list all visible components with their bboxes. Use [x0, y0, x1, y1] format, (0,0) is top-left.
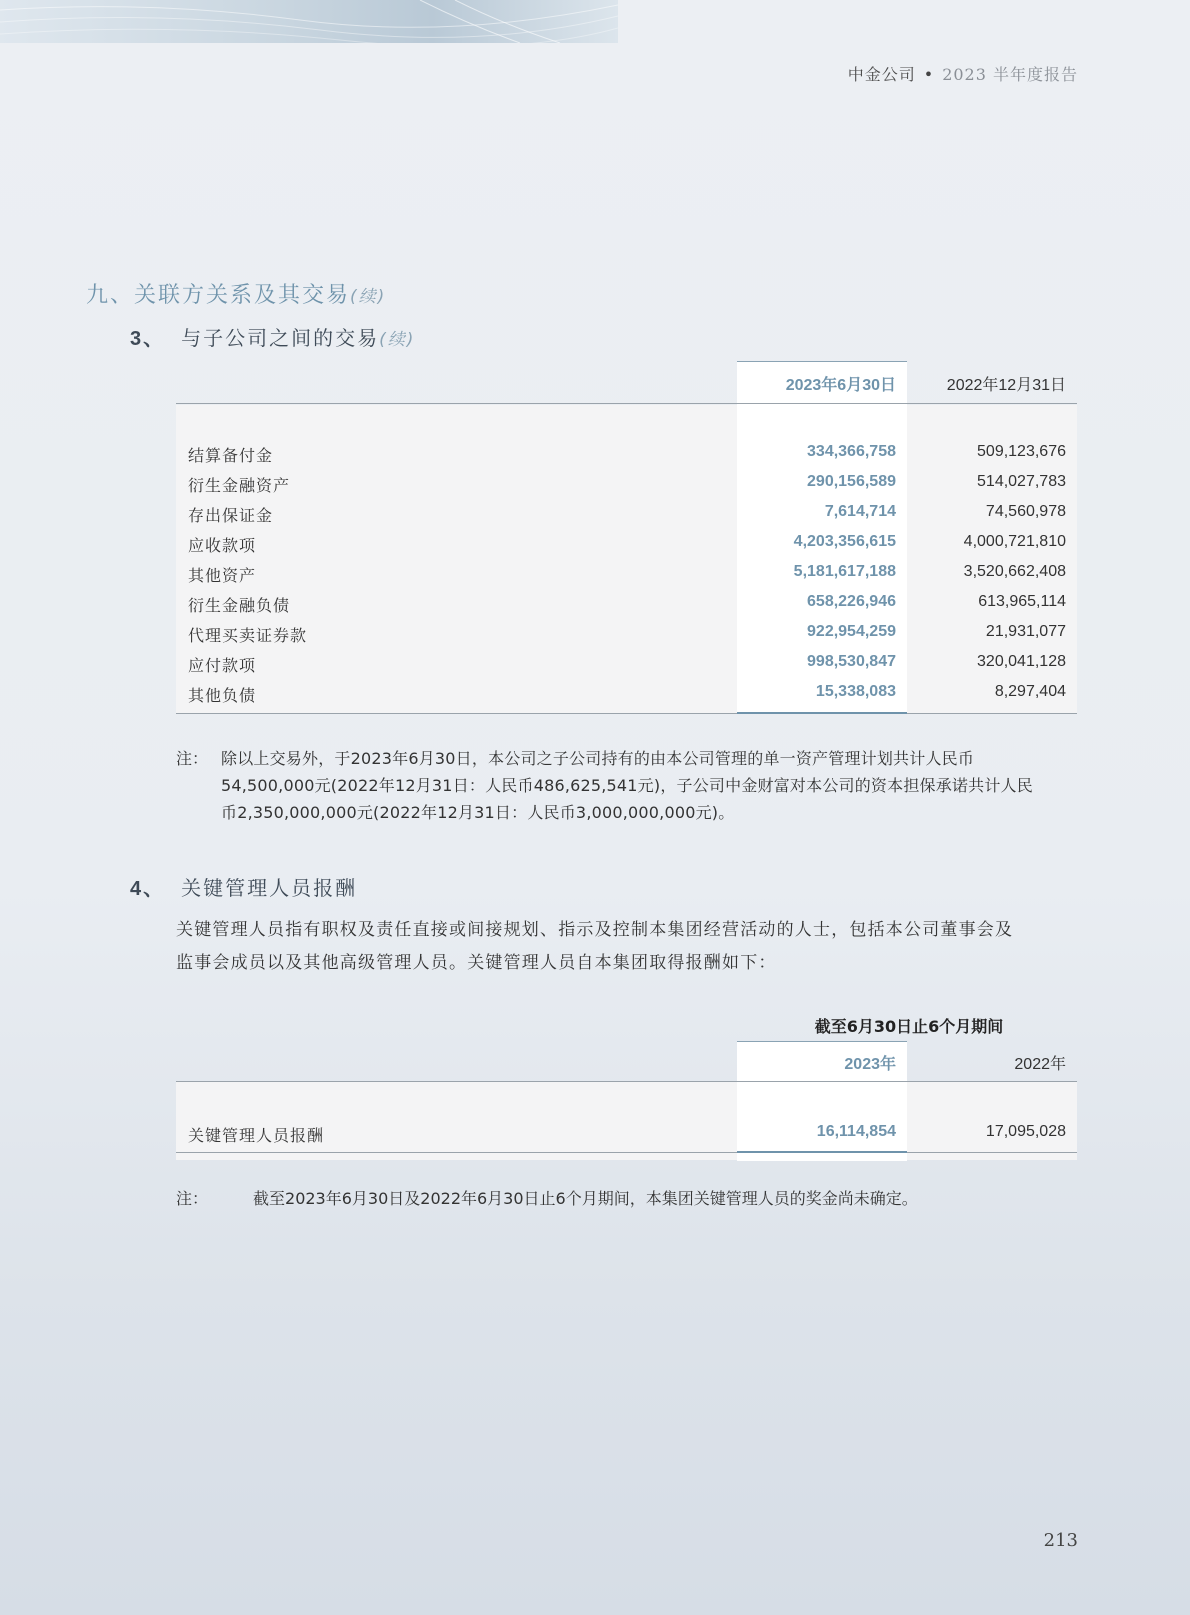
note-label: 注：: [176, 749, 209, 768]
row-prior-value: 74,560,978: [985, 503, 1066, 520]
row-prior-value: 514,027,783: [977, 473, 1066, 490]
section-title: 九、关联方关系及其交易: [86, 283, 351, 308]
note-line: 54,500,000元(2022年12月31日：人民币486,625,541元)，子公司中金财富对本公司的资本担保承诺共计人民: [221, 776, 1033, 795]
row-prior-value: 4,000,721,810: [963, 533, 1066, 550]
column-header-current: 2023年6月30日: [785, 377, 896, 394]
note-line: 币2,350,000,000元(2022年12月31日：人民币3,000,000,000元)。: [221, 803, 735, 822]
row-current-value: 7,614,714: [824, 503, 896, 520]
bottom-rule: [176, 713, 1077, 714]
table-row: [176, 587, 1077, 617]
period-header: 截至6月30日止6个月期间: [814, 1017, 1004, 1036]
note-label: 注：: [176, 1189, 209, 1208]
row-label: 其他资产: [188, 566, 257, 585]
table-row: [176, 437, 1077, 467]
row-label: 衍生金融资产: [188, 476, 291, 495]
key-management-compensation-table: [176, 1008, 1077, 1153]
row-current-value: 658,226,946: [807, 593, 896, 610]
table-row: [176, 467, 1077, 497]
section-continued: (续): [350, 287, 387, 307]
current-column-bottom-rule: [737, 1151, 907, 1153]
row-prior-value: 320,041,128: [977, 653, 1066, 670]
subsection-3-number: 3、: [130, 328, 166, 350]
row-current-value: 5,181,617,188: [793, 563, 896, 580]
row-prior-value: 17,095,028: [985, 1123, 1066, 1140]
row-current-value: 290,156,589: [807, 473, 896, 490]
row-prior-value: 509,123,676: [977, 443, 1066, 460]
table-row: [176, 527, 1077, 557]
subsection-3-continued: (续): [379, 330, 416, 350]
running-head: [848, 62, 1078, 85]
separator: •: [923, 65, 935, 84]
table-row: [176, 557, 1077, 587]
table-row: [176, 647, 1077, 677]
header-rule: [176, 1081, 1077, 1082]
subsection-4-heading: [130, 872, 357, 901]
row-current-value: 4,203,356,615: [793, 533, 896, 550]
table-row: [176, 677, 1077, 707]
table-note: [176, 745, 1077, 826]
row-label: 代理买卖证券款: [188, 626, 308, 645]
section-heading: [86, 278, 386, 309]
subsection-4-title: 关键管理人员报酬: [181, 876, 358, 900]
table-row: [176, 497, 1077, 527]
row-label: 存出保证金: [188, 506, 274, 525]
row-current-value: 16,114,854: [816, 1123, 896, 1140]
row-prior-value: 21,931,077: [985, 623, 1066, 640]
row-prior-value: 8,297,404: [994, 683, 1066, 700]
column-header-current: 2023年: [844, 1056, 896, 1073]
note-text: 截至2023年6月30日及2022年6月30日止6个月期间，本集团关键管理人员的奖金尚未确定。: [253, 1189, 918, 1208]
row-current-value: 15,338,083: [815, 683, 896, 700]
row-current-value: 998,530,847: [807, 653, 896, 670]
paragraph-line: 监事会成员以及其他高级管理人员。关键管理人员自本集团取得报酬如下：: [176, 953, 777, 973]
row-prior-value: 3,520,662,408: [963, 563, 1066, 580]
subsection-3-title: 与子公司之间的交易: [181, 326, 380, 350]
row-label: 应收款项: [188, 536, 257, 555]
bottom-rule: [176, 1152, 1077, 1153]
subsection-3-heading: [130, 322, 415, 351]
note-line: 除以上交易外，于2023年6月30日，本公司之子公司持有的由本公司管理的单一资产管理计划共计人民币: [221, 749, 975, 768]
header-rule: [176, 403, 1077, 404]
page-number: 213: [1043, 1530, 1078, 1551]
paragraph-line: 关键管理人员指有职权及责任直接或间接规划、指示及控制本集团经营活动的人士，包括本公司董事会及: [176, 920, 1014, 940]
column-header-prior: 2022年: [1014, 1056, 1066, 1073]
report-name: 2023 半年度报告: [942, 65, 1078, 84]
wave-pattern-icon: [0, 0, 618, 43]
table-row: [176, 1117, 1077, 1147]
row-label: 其他负债: [188, 686, 257, 705]
row-prior-value: 613,965,114: [978, 593, 1066, 610]
current-column-bottom-rule: [737, 712, 907, 714]
compensation-note: [176, 1186, 918, 1209]
company-name: 中金公司: [847, 65, 916, 84]
row-label: 衍生金融负债: [188, 596, 291, 615]
column-header-prior: 2022年12月31日: [946, 377, 1066, 394]
row-current-value: 922,954,259: [807, 623, 896, 640]
row-label: 关键管理人员报酬: [188, 1126, 325, 1145]
row-label: 应付款项: [188, 656, 257, 675]
subsidiary-transactions-table: [176, 360, 1077, 715]
row-current-value: 334,366,758: [807, 443, 896, 460]
row-label: 结算备付金: [188, 446, 274, 465]
decorative-banner: [0, 0, 618, 43]
compensation-description: [176, 914, 1077, 980]
subsection-4-number: 4、: [130, 878, 166, 900]
table-row: [176, 617, 1077, 647]
